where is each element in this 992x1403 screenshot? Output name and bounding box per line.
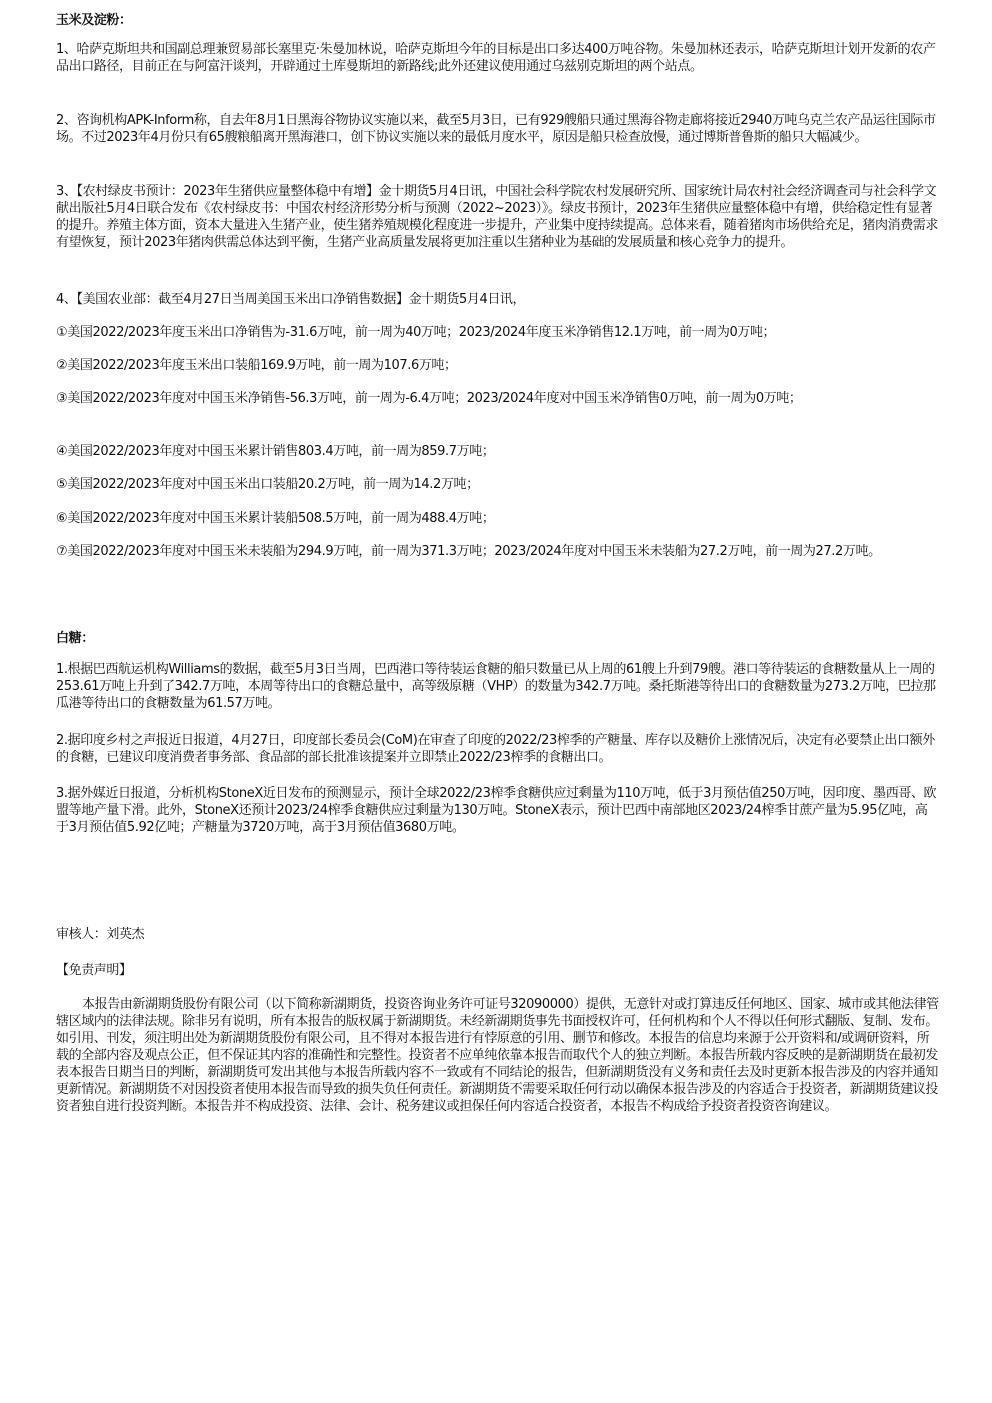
sugar-paragraph-1: 1.根据巴西航运机构Williams的数据，截至5月3日当周，巴西港口等待装运食糖的船只数量已从上周的61艘上升到79艘。港口等待装运的食糖数量从上一周的253.61万吨上升到了342.7万吨，本周等待出口的食糖总量中，高等级原糖（VHP）的数量为342.7万吨。桑托斯港等待出口的食糖数量为273.2万吨，巴拉那瓜港等待出口的食糖数量为61.57万吨。: [56, 662, 936, 711]
sugar-section-heading: 白糖：: [56, 631, 94, 646]
corn-paragraph-2: 2、咨询机构APK-Inform称，自去年8月1日黑海谷物协议实施以来，截至5月3日，已有929艘船只通过黑海谷物走廊将接近2940万吨乌克兰农产品运往国际市场。不过2023年4月份只有65艘粮船离开黑海港口，创下协议实施以来的最低月度水平，原因是船只检查放慢，通过博斯普鲁斯的船只大幅减少。: [56, 113, 936, 145]
corn-paragraph-4: 4、【美国农业部：截至4月27日当周美国玉米出口净销售数据】金十期货5月4日讯，: [56, 292, 526, 307]
sugar-paragraph-3: 3.据外媒近日报道，分析机构StoneX近日发布的预测显示，预计全球2022/23榨季食糖供应过剩量为110万吨，低于3月预估值250万吨，因印度、墨西哥、欧盟等地产量下滑。此外，StoneX还预计2023/24榨季食糖供应过剩量为130万吨。StoneX表示，预计巴西中南部地区2023/24榨季甘蔗产量为5.95亿吨，高于3月预估值5.92亿吨；产糖量为3720万吨，高于3月预估值3680万吨。: [56, 786, 937, 835]
reviewer-line: 审核人：刘英杰: [56, 927, 145, 942]
corn-paragraph-3: 3、【农村绿皮书预计：2023年生猪供应量整体稳中有增】金十期货5月4日讯，中国社会科学院农村发展研究所、国家统计局农村社会经济调查司与社会科学文献出版社5月4日联合发布《农村绿皮书：中国农村经济形势分析与预测（2022~2023）》。绿皮书预计，2023年生猪供应量整体稳中有增，供给稳定性有显著的提升。养殖主体方面，资本大量进入生猪产业，使生猪养殖规模化程度进一步提升，产业集中度持续提高。总体来看，随着猪肉市场供给充足，猪肉消费需求有望恢复，预计2023年猪肉供需总体达到平衡，生猪产业高质量发展将更加注重以生猪种业为基础的发展质量和核心竞争力的提升。: [56, 184, 939, 250]
corn-usda-item-6: ⑥美国2022/2023年度对中国玉米累计装船508.5万吨，前一周为488.4万吨；: [56, 511, 495, 526]
corn-usda-item-4: ④美国2022/2023年度对中国玉米累计销售803.4万吨，前一周为859.7万吨；: [56, 444, 495, 459]
disclaimer-heading: 【免责声明】: [56, 963, 132, 978]
corn-usda-item-3: ③美国2022/2023年度对中国玉米净销售-56.3万吨，前一周为-6.4万吨；2023/2024年度对中国玉米净销售0万吨，前一周为0万吨；: [56, 391, 802, 406]
corn-section-heading: 玉米及淀粉：: [56, 13, 132, 28]
disclaimer-body: 本报告由新湖期货股份有限公司（以下简称新湖期货，投资咨询业务许可证号32090000）提供，无意针对或打算违反任何地区、国家、城市或其他法律管辖区域内的法律法规。除非另有说明，所有本报告的版权属于新湖期货。未经新湖期货事先书面授权许可，任何机构和个人不得以任何形式翻版、复制、发布。如引用、刊发，须注明出处为新湖期货股份有限公司，且不得对本报告进行有悖原意的引用、删节和修改。本报告的信息均来源于公开资料和/或调研资料，所载的全部内容及观点公正，但不保证其内容的准确性和完整性。投资者不应单纯依靠本报告而取代个人的独立判断。本报告所载内容反映的是新湖期货在最初发表本报告日期当日的判断，新湖期货可发出其他与本报告所载内容不一致或有不同结论的报告，但新湖期货没有义务和责任去及时更新本报告涉及的内容并通知更新情况。新湖期货不对因投资者使用本报告而导致的损失负任何责任。新湖期货不需要采取任何行动以确保本报告涉及的内容适合于投资者，新湖期货建议投资者独自进行投资判断。本报告并不构成投资、法律、会计、税务建议或担保任何内容适合投资者，本报告不构成给予投资者投资咨询建议。: [56, 997, 939, 1114]
corn-paragraph-1: 1、哈萨克斯坦共和国副总理兼贸易部长塞里克·朱曼加林说，哈萨克斯坦今年的目标是出口多达400万吨谷物。朱曼加林还表示，哈萨克斯坦计划开发新的农产品出口路径，目前正在与阿富汗谈判，开辟通过土库曼斯坦的新路线;此外还建议使用通过乌兹别克斯坦的两个站点。: [56, 42, 936, 74]
sugar-paragraph-2: 2.据印度乡村之声报近日报道，4月27日，印度部长委员会(CoM)在审查了印度的2022/23榨季的产糖量、库存以及糖价上涨情况后，决定有必要禁止出口额外的食糖，已建议印度消费者事务部、食品部的部长批准该提案并立即禁止2022/23榨季的食糖出口。: [56, 733, 935, 765]
corn-usda-item-7: ⑦美国2022/2023年度对中国玉米未装船为294.9万吨，前一周为371.3万吨；2023/2024年度对中国玉米未装船为27.2万吨，前一周为27.2万吨。: [56, 544, 881, 559]
corn-usda-item-5: ⑤美国2022/2023年度对中国玉米出口装船20.2万吨，前一周为14.2万吨；: [56, 477, 479, 492]
corn-usda-item-2: ②美国2022/2023年度玉米出口装船169.9万吨，前一周为107.6万吨；: [56, 358, 457, 373]
corn-usda-item-1: ①美国2022/2023年度玉米出口净销售为-31.6万吨，前一周为40万吨；2023/2024年度玉米净销售12.1万吨，前一周为0万吨；: [56, 325, 776, 340]
